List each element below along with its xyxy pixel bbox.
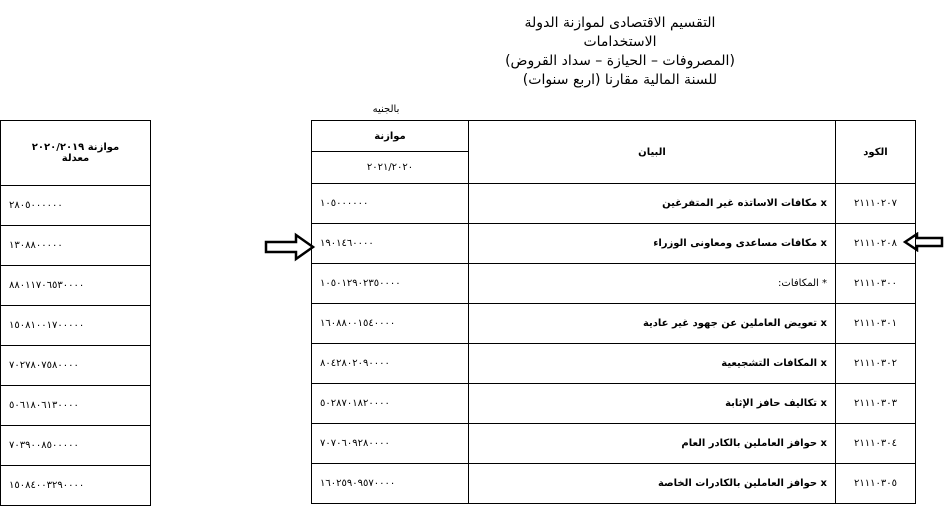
table-row [312, 424, 916, 464]
title-line-3: (المصروفات – الحيازة – سداد القروض) [505, 53, 735, 69]
budget-cell: ١٦٠٨٨٠٠١٥٤٠٠٠٠ [312, 304, 469, 344]
code-cell: ٢١١١٠٣٠٢ [836, 344, 916, 384]
right-pointing-arrow-icon [264, 232, 316, 262]
code-cell: ٢١١١٠٣٠٤ [836, 424, 916, 464]
budget-cell: ٨٠٤٢٨٠٢٠٩٠٠٠٠ [312, 344, 469, 384]
budget-year-header: ٢٠٢١/٢٠٢٠ [312, 152, 469, 184]
budget-cell: ١٠٥٠١٢٩٠٢٣٥٠٠٠٠ [312, 264, 469, 304]
description-cell: * المكافات: [469, 264, 836, 304]
code-cell: ٢١١١٠٣٠٥ [836, 464, 916, 504]
title-line-2: الاستخدامات [583, 34, 657, 50]
code-cell: ٢١١١٠٣٠٣ [836, 384, 916, 424]
previous-budget-header-line1: موازنة ٢٠٢٠/٢٠١٩ [31, 142, 120, 153]
table-row [312, 464, 916, 504]
previous-budget-cell: ١٣٠٨٨٠٠٠٠٠ [1, 226, 151, 266]
table-row [312, 384, 916, 424]
previous-budget-cell: ١٥٠٨٤٠٠٣٢٩٠٠٠٠ [1, 466, 151, 506]
left-pointing-arrow-icon [903, 232, 944, 252]
description-cell: x مكافات مساعدى ومعاونى الوزراء [469, 224, 836, 264]
table-row [312, 224, 916, 264]
description-cell: x حوافز العاملين بالكادرات الخاصة [469, 464, 836, 504]
previous-budget-cell: ٨٨٠١١٧٠٦٥٣٠٠٠٠ [1, 266, 151, 306]
previous-budget-cell: ٥٠٦١٨٠٦١٣٠٠٠٠ [1, 386, 151, 426]
previous-budget-cell: ٧٠٢٧٨٠٧٥٨٠٠٠٠ [1, 346, 151, 386]
budget-header: موازنة [312, 121, 469, 152]
budget-cell: ٥٠٢٨٧٠١٨٢٠٠٠٠ [312, 384, 469, 424]
table-row [312, 344, 916, 384]
description-cell: x تكاليف حافز الإثابة [469, 384, 836, 424]
title-line-1: التقسيم الاقتصادى لموازنة الدولة [524, 15, 716, 31]
document-title [460, 14, 780, 90]
code-cell: ٢١١١٠٢٠٧ [836, 184, 916, 224]
table-row [312, 184, 916, 224]
budget-cell: ٧٠٧٠٦٠٩٢٨٠٠٠٠ [312, 424, 469, 464]
code-cell: ٢١١١٠٣٠١ [836, 304, 916, 344]
description-cell: x مكافات الاساتذه غير المتفرغين [469, 184, 836, 224]
code-cell: ٢١١١٠٢٠٨ [836, 224, 916, 264]
previous-budget-header-line2: معدلة [61, 153, 90, 164]
budget-cell: ١٩٠١٤٦٠٠٠٠ [312, 224, 469, 264]
title-line-4: للسنة المالية مقارنا (اربع سنوات) [522, 72, 718, 88]
description-header: البيان [469, 121, 836, 184]
code-cell: ٢١١١٠٣٠٠ [836, 264, 916, 304]
code-header: الكود [836, 121, 916, 184]
budget-table [311, 120, 916, 504]
previous-budget-cell: ١٥٠٨١٠٠١٧٠٠٠٠٠ [1, 306, 151, 346]
previous-budget-table [0, 120, 151, 506]
previous-budget-cell: ٢٨٠٥٠٠٠٠٠٠ [1, 186, 151, 226]
description-cell: x حوافز العاملين بالكادر العام [469, 424, 836, 464]
table-row [312, 304, 916, 344]
currency-unit-label: بالجنيه [372, 104, 400, 115]
budget-cell: ١٠٥٠٠٠٠٠٠ [312, 184, 469, 224]
previous-budget-header [1, 121, 151, 186]
budget-cell: ١٦٠٢٥٩٠٩٥٧٠٠٠٠ [312, 464, 469, 504]
previous-budget-cell: ٧٠٣٩٠٠٨٥٠٠٠٠٠ [1, 426, 151, 466]
description-cell: x المكافات التشجيعية [469, 344, 836, 384]
table-row [312, 264, 916, 304]
description-cell: x تعويض العاملين عن جهود غير عادية [469, 304, 836, 344]
